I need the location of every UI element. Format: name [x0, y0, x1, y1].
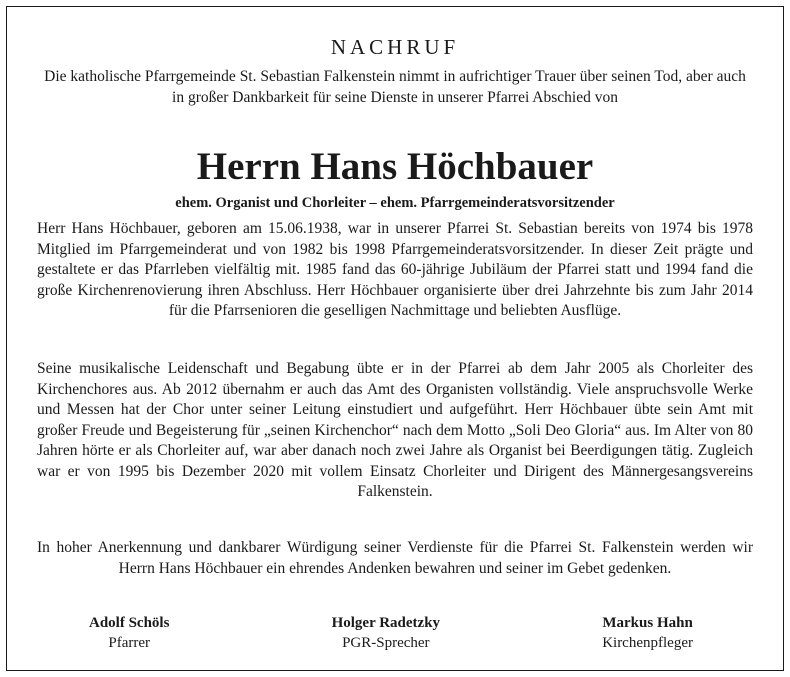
intro-text: Die katholische Pfarrgemeinde St. Sebastian Falkenstein nimmt in aufrichtiger Trauer über seinen Tod, aber auch in großer Dankbarkeit für seine Dienste in unserer Pfarrei Abschied von — [44, 68, 746, 106]
signatory-role: Pfarrer — [108, 635, 151, 651]
signatory-name: Holger Radetzky — [331, 615, 441, 631]
signatory-name: Markus Hahn — [602, 615, 693, 631]
signatory — [602, 613, 693, 653]
obituary-frame — [6, 6, 784, 671]
music-paragraph: Seine musikalische Leidenschaft und Begabung übte er in der Pfarrei ab dem Jahr 2005 als Chorleiter des Kirchenchores aus. Ab 2012 übernahm er auch das Amt des Organisten vollständig. Viele anspruchsvolle Werke und Messen hat der Chor unter seiner Leitung einstudiert und aufgeführt. Herr Höchbauer übte sein Amt mit großer Freude und Begeisterung für „seinen Kirchenchor“ nach dem Motto „Soli Deo Gloria“ aus. Im Alter von 80 Jahren hörte er als Chorleiter auf, war aber danach noch zwei Jahre als Organist bei Beerdigungen tätig. Zugleich war er von 1995 bis Dezember 2020 mit vollem Einsatz Chorleiter und Dirigent des Männergesangsvereins Falkenstein. — [37, 360, 753, 500]
signatory — [332, 613, 440, 653]
closing-paragraph: In hoher Anerkennung und dankbarer Würdigung seiner Verdienste für die Pfarrei St. Falkenstein werden wir Herrn Hans Höchbauer ein ehrendes Andenken bewahren und seiner im Gebet gedenken. — [37, 539, 753, 577]
signature-block — [37, 613, 753, 653]
deceased-roles: ehem. Organist und Chorleiter – ehem. Pfarrgemeinderatsvorsitzender — [175, 195, 615, 211]
signatory — [89, 613, 169, 653]
signatory-role: Kirchenpfleger — [602, 635, 693, 651]
signatory-name: Adolf Schöls — [89, 615, 170, 631]
biography-paragraph: Herr Hans Höchbauer, geboren am 15.06.1938, war in unserer Pfarrei St. Sebastian bereits von 1974 bis 1978 Mitglied im Pfarrgemeinderat und von 1982 bis 1998 Pfarrgemeinderatsvorsitzender. In dieser Zeit prägte und gestaltete er das Pfarrleben vielfältig mit. 1985 fand das 60-jährige Jubiläum der Pfarrei statt und 1994 fand die große Kirchenrenovierung ihren Abschluss. Herr Höchbauer organisierte über drei Jahrzehnte bis zum Jahr 2014 für die Pfarrsenioren die geselligen Nachmittage und beliebten Ausflüge. — [37, 220, 753, 319]
deceased-name: Herrn Hans Höchbauer — [196, 145, 594, 188]
obituary-heading: NACHRUF — [330, 35, 460, 59]
signatory-role: PGR-Sprecher — [342, 635, 430, 651]
